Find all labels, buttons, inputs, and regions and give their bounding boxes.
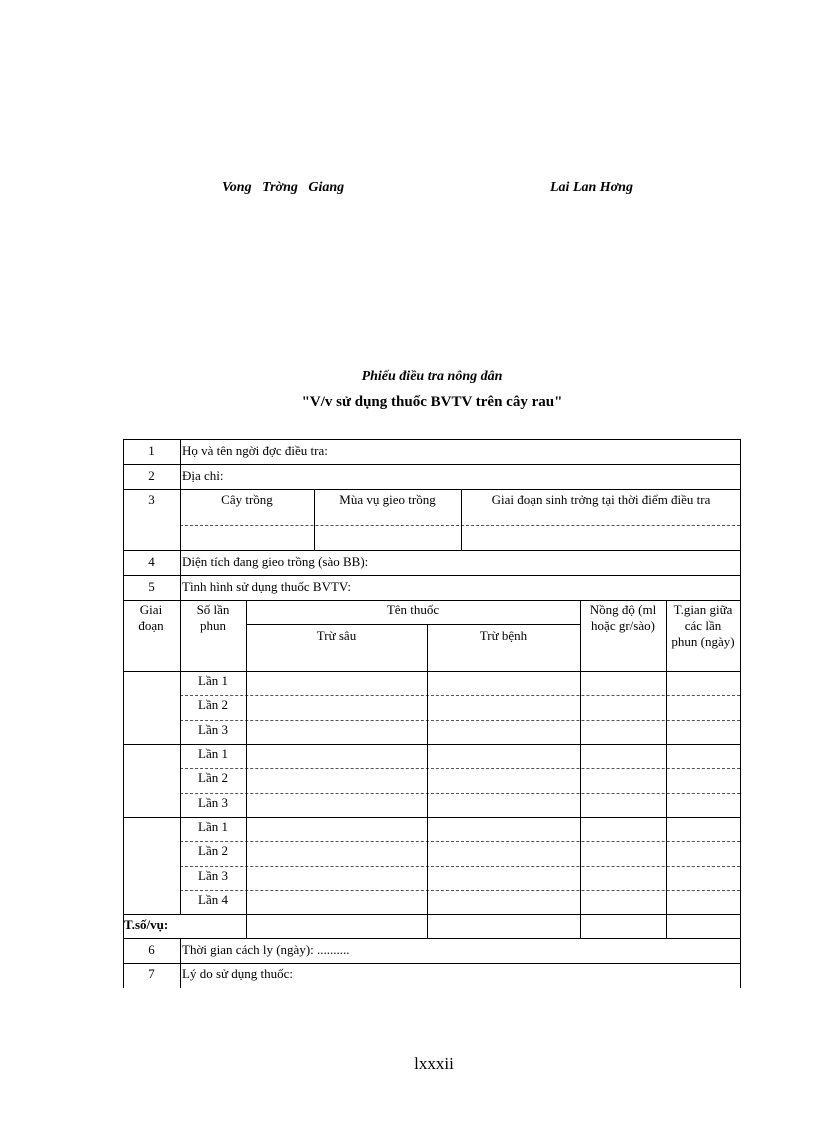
- row-6-label: Thời gian cách ly (ngày): ..........: [182, 942, 350, 957]
- row-2-number: 2: [148, 468, 155, 483]
- spray-label: Lần 1: [198, 673, 228, 688]
- spray-label: Lần 2: [198, 843, 228, 858]
- row-2-label: Địa chỉ:: [182, 468, 224, 483]
- row-7-label: Lý do sử dụng thuốc:: [182, 966, 294, 981]
- spray-label: Lần 2: [198, 697, 228, 712]
- author-left: Vong Trờng Giang: [222, 180, 345, 195]
- interval-header: T.gian giữa các lần phun (ngày): [671, 602, 735, 649]
- spray-label: Lần 1: [198, 819, 228, 834]
- form-subtitle: "V/v sử dụng thuốc BVTV trên cây rau": [301, 394, 563, 410]
- growth-stage-header: Giai đoạn sinh trởng tại thời điểm điều tra: [491, 492, 711, 507]
- fungicide-header: Trừ bệnh: [479, 628, 528, 643]
- spray-label: Lần 3: [198, 868, 228, 883]
- row-5-label: Tình hình sử dụng thuốc BVTV:: [182, 579, 351, 594]
- row-5-number: 5: [148, 579, 155, 594]
- insecticide-header: Trừ sâu: [316, 628, 357, 643]
- spray-label: Lần 3: [198, 722, 228, 737]
- total-label: T.số/vụ:: [124, 917, 169, 932]
- row-1-label: Họ và tên ngời đợc điều tra:: [182, 443, 328, 458]
- row-1-number: 1: [148, 443, 155, 458]
- spray-label: Lần 4: [198, 892, 228, 907]
- author-right: Lai Lan Hơng: [550, 180, 633, 195]
- row-7-number: 7: [148, 966, 155, 981]
- spray-label: Lần 2: [198, 770, 228, 785]
- survey-form: [123, 439, 740, 988]
- spray-count-column-header: Số lần phun: [196, 602, 230, 633]
- row-3-number: 3: [148, 492, 155, 507]
- spray-label: Lần 1: [198, 746, 228, 761]
- row-4-number: 4: [148, 554, 155, 569]
- season-header: Mùa vụ gieo trồng: [339, 492, 436, 507]
- pesticide-name-header: Tên thuốc: [386, 602, 440, 617]
- row-6-number: 6: [148, 942, 155, 957]
- form-title: Phiếu điều tra nông dân: [361, 369, 503, 384]
- crop-header: Cây trồng: [221, 492, 273, 507]
- spray-label: Lần 3: [198, 795, 228, 810]
- page-number: lxxxii: [414, 1054, 454, 1073]
- row-4-label: Diện tích đang gieo trồng (sào BB):: [182, 554, 369, 569]
- stage-column-header: Giai đoạn: [138, 602, 164, 633]
- concentration-header: Nồng độ (ml hoặc gr/sào): [589, 602, 657, 633]
